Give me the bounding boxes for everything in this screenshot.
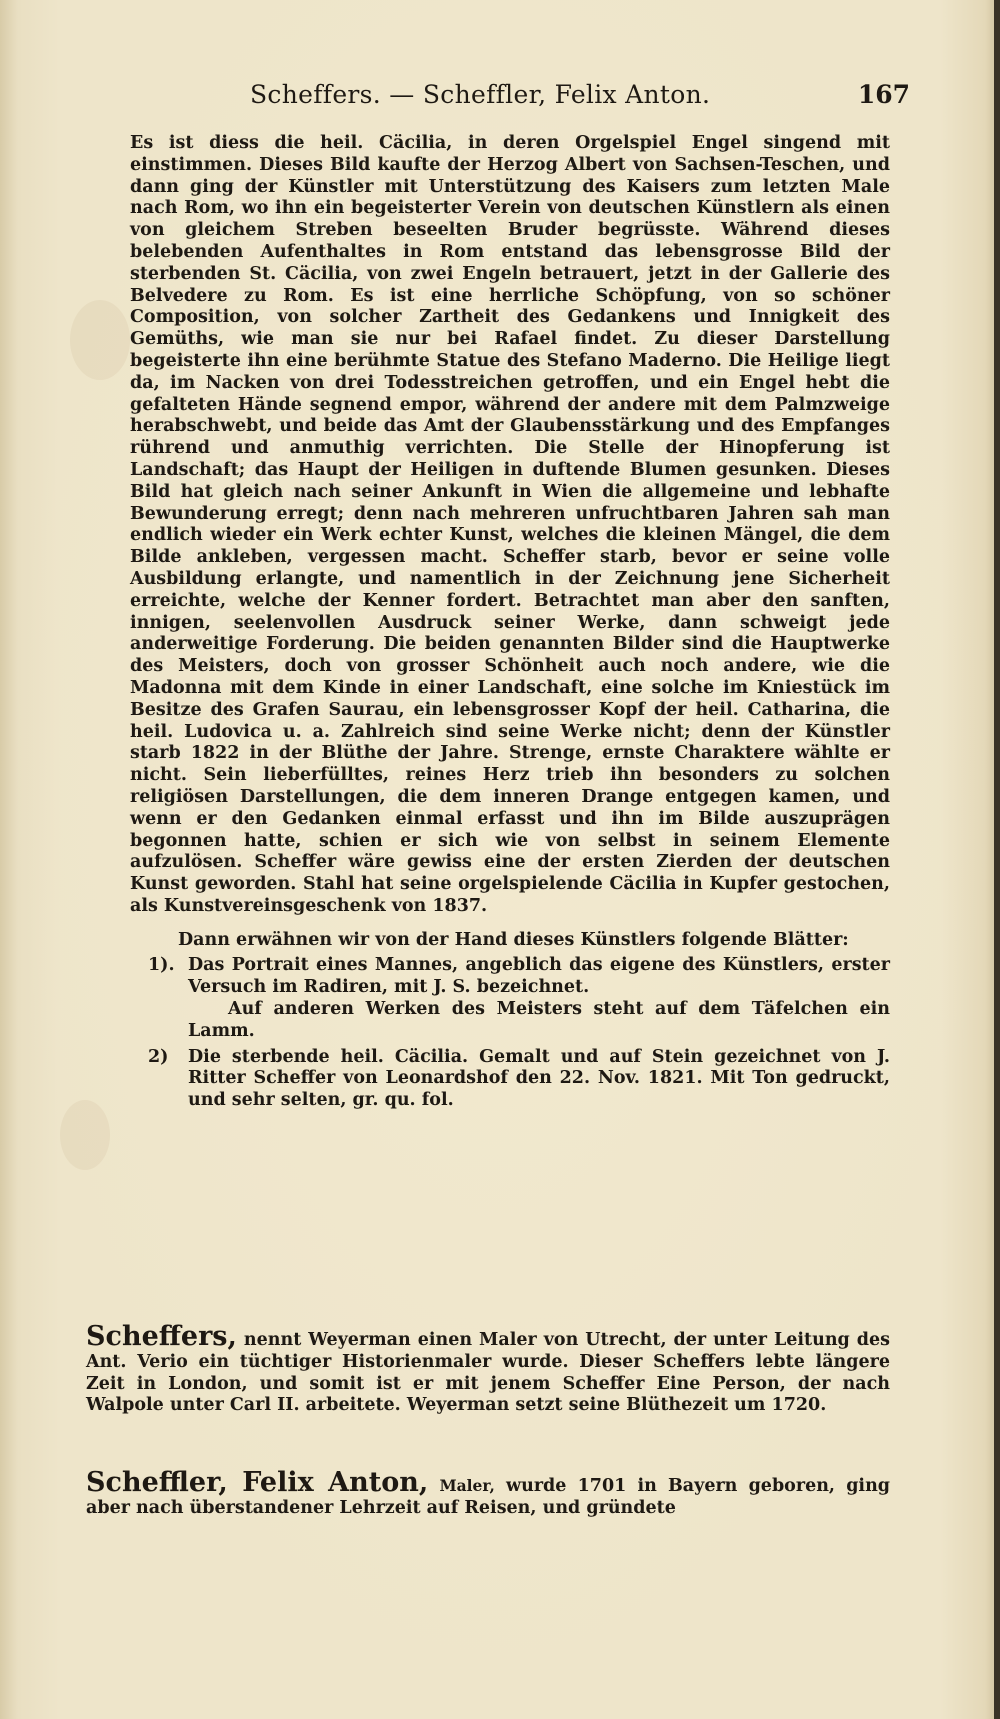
- headword: Scheffers,: [86, 1321, 237, 1352]
- paper-stain: [60, 1100, 110, 1170]
- list-note: Auf anderen Werken des Meisters steht auf dem Täfelchen ein Lamm.: [188, 999, 890, 1041]
- page-header: [60, 80, 910, 114]
- entry-role: Maler,: [439, 1476, 495, 1495]
- print-list: [130, 955, 890, 1112]
- paragraph: Dann erwähnen wir von der Hand dieses Künstlers folgende Blätter:: [178, 929, 849, 950]
- list-text: Die sterbende heil. Cäcilia. Gemalt und auf Stein gezeichnet von J. Ritter Scheffer von Leonardshof den 22. Nov. 1821. Mit Ton gedruckt, und sehr selten, gr. qu. fol.: [188, 1046, 890, 1111]
- list-number: 1).: [148, 955, 175, 976]
- headword: Scheffler, Felix Anton,: [86, 1467, 429, 1498]
- list-number: 2): [148, 1046, 169, 1067]
- page-number: 167: [857, 80, 910, 109]
- entry-scheffer-continuation: [130, 133, 890, 1116]
- list-text: Das Portrait eines Mannes, angeblich das eigene des Künstlers, erster Versuch im Radiren, mit J. S. bezeichnet.: [188, 955, 890, 998]
- running-head: Scheffers. — Scheffler, Felix Anton.: [250, 80, 711, 109]
- list-item: [130, 955, 890, 1042]
- entry-text: nennt Weyerman einen Maler von Utrecht, der unter Leitung des Ant. Verio ein tüchtiger Historienmaler wurde. Dieser Scheffers lebte längere Zeit in London, und somit ist er mit jenem Scheffer Eine Person, der nach Walpole unter Carl II. arbeitete. Weyerman setzt seine Blüthezeit um 1720.: [86, 1330, 890, 1416]
- page-edge: [994, 0, 1000, 1719]
- paper-stain: [70, 300, 130, 380]
- list-item: [130, 1047, 890, 1112]
- entry-scheffers: [86, 1321, 890, 1417]
- entry-text: wurde 1701 in Bayern geboren, ging aber nach überstandener Lehrzeit auf Reisen, und gründete: [86, 1476, 891, 1518]
- entry-scheffler: [86, 1467, 891, 1520]
- paragraph: Es ist diess die heil. Cäcilia, in deren Orgelspiel Engel singend mit einstimmen. Dieses Bild kaufte der Herzog Albert von Sachsen-Teschen, und dann ging der Künstler mit Unterstützung des Kaisers zum letzten Male nach Rom, wo ihn ein begeisterter Verein von deutschen Künstlern als einen von gleichem Streben beseelten Bruder begrüsste. Während dieses belebenden Aufenthaltes in Rom entstand das lebensgrosse Bild der sterbenden St. Cäcilia, von zwei Engeln betrauert, jetzt in der Gallerie des Belvedere zu Rom. Es ist eine herrliche Schöpfung, von so schöner Composition, von solcher Zartheit des Gedankens und Innigkeit des Gemüths, wie man sie nur bei Rafael findet. Zu dieser Darstellung begeisterte ihn eine berühmte Statue des Stefano Maderno. Die Heilige liegt da, im Nacken von drei Todesstreichen getroffen, und ein Engel hebt die gefalteten Hände segnend empor, während der andere mit dem Palmzweige herabschwebt, und beide das Amt der Glaubensstärkung und des Empfanges rührend und anmuthig verrichten. Die Stelle der Hinopferung ist Landschaft; das Haupt der Heiligen in duftende Blumen gesunken. Dieses Bild hat gleich nach seiner Ankunft in Wien die allgemeine und lebhafte Bewunderung erregt; denn nach mehreren unfruchtbaren Jahren sah man endlich wieder ein Werk echter Kunst, welches die kleinen Mängel, die dem Bilde ankleben, vergessen macht. Scheffer starb, bevor er seine volle Ausbildung erlangte, und namentlich in der Zeichnung jene Sicherheit erreichte, welche der Kenner fordert. Betrachtet man aber den sanften, innigen, seelenvollen Ausdruck seiner Werke, dann schweigt jede anderweitige Forderung. Die beiden genannten Bilder sind die Hauptwerke des Meisters, doch von grosser Schönheit auch noch andere, wie die Madonna mit dem Kinde in einer Landschaft, eine solche im Kniestück im Besitze des Grafen Saurau, ein lebensgrosser Kopf der heil. Catharina, die heil. Ludovica u. a. Zahlreich sind seine Werke nicht; denn der Künstler starb 1822 in der Blüthe der Jahre. Strenge, ernste Charaktere wählte er nicht. Sein lieberfülltes, reines Herz trieb ihn besonders zu solchen religiösen Darstellungen, die dem inneren Drange entgegen kamen, und wenn er den Gedanken einmal erfasst und ihn im Bilde auszuprägen begonnen hatte, schien er sich wie von selbst in seinem Elemente aufzulösen. Scheffer wäre gewiss eine der ersten Zierden der deutschen Kunst geworden. Stahl hat seine orgelspielende Cäcilia in Kupfer gestochen, als Kunstvereinsgeschenk von 1837.: [130, 133, 890, 916]
